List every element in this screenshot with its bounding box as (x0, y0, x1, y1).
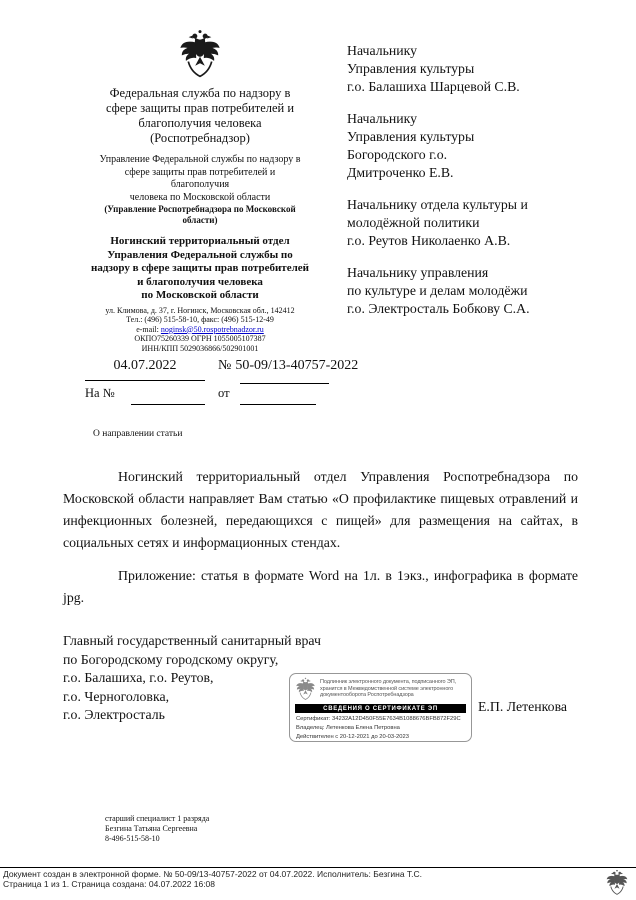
stamp-notice: Подлинник электронного документа, подписанного ЭП, хранится в Межведомственной системе электронного документооборота Роспотребнадзора (320, 679, 457, 699)
stamp-certificate-details (290, 715, 471, 741)
addressee-bogorodsky: Начальнику Управления культуры Богородского г.о. Дмитроченко Е.В. (347, 111, 475, 180)
executor-info: старший специалист 1 разряда Безгина Татьяна Сергеевна 8-496-515-58-10 (105, 814, 210, 843)
coat-of-arms-icon (178, 28, 222, 80)
email-line (60, 325, 340, 335)
number-sign: № (218, 358, 232, 373)
letter-date: 04.07.2022 (113, 358, 177, 373)
footer-page-info: Страница 1 из 1. Страница создана: 04.07.2022 16:08 (3, 878, 216, 889)
footer-coat-of-arms-icon (605, 869, 629, 896)
reply-to-label: На № (85, 386, 115, 400)
number-value: 50-09/13-40757-2022 (235, 358, 359, 373)
certificate-owner: Владелец: Летенкова Елена Петровна (296, 724, 400, 731)
stamp-header (290, 674, 471, 701)
footer-meta (3, 870, 422, 890)
okpo-ogrn: ОКПО75260339 ОГРН 1055005107387 (134, 334, 266, 344)
reply-number-fill-line (131, 404, 205, 405)
stamp-certificate-title: СВЕДЕНИЯ О СЕРТИФИКАТЕ ЭП (295, 704, 466, 714)
letter-body (63, 460, 578, 609)
footer-document-info: Документ создан в электронной форме. № 50-09/13-40757-2022 от 04.07.2022. Исполнитель: Безгина Т.С. (3, 869, 423, 879)
body-paragraph-attachment: Приложение: статья в формате Word на 1л. в 1экз., инфографика в формате jpg. (63, 568, 578, 605)
signer-position: Главный государственный санитарный врач по Богородскому городскому округу, г.о. Балашиха, г.о. Реутов, г.о. Черноголовка, г.о. Электросталь (63, 633, 321, 722)
addressee-list (347, 42, 633, 332)
email-label: e-mail: (136, 324, 161, 334)
addressee-reutov: Начальнику отдела культуры и молодёжной политики г.о. Реутов Николаенко А.В. (347, 197, 528, 248)
regional-department-name: Управление Федеральной службы по надзору в сфере защиты прав потребителей и благополучия человека по Московской области (99, 154, 301, 203)
stamp-coat-of-arms-icon (295, 677, 316, 701)
agency-name: Федеральная служба по надзору в сфере защиты прав потребителей и благополучия человека (Роспотребнадзор) (105, 86, 295, 145)
date-fill-line (85, 380, 205, 381)
certificate-validity: Действителен с 20-12-2021 до 20-03-2023 (296, 733, 409, 740)
addressee-balashikha: Начальнику Управления культуры г.о. Балашиха Шарцевой С.В. (347, 43, 520, 94)
number-fill-line (240, 383, 329, 384)
phone-fax: Тел.: (496) 515-58-10, факс: (496) 515-12-49 (126, 315, 274, 325)
certificate-number: Сертификат: 34232A12D450F55E7634B1088676BFB872F29C (296, 716, 461, 722)
footer-divider (0, 867, 636, 868)
subject-line: О направлении статьи (93, 429, 183, 439)
email-link[interactable]: noginsk@50.rospotrebnadzor.ru (160, 324, 264, 334)
territorial-office-name: Ногинский территориальный отдел Управления Федеральной службы по надзору в сфере защиты прав потребителей и благополучия человека по Московской области (91, 235, 309, 301)
reply-from-label: от (218, 386, 230, 400)
signer-name: Е.П. Летенкова (478, 699, 568, 714)
reference-block (0, 356, 636, 412)
postal-address: ул. Климова, д. 37, г. Ногинск, Московская обл., 142412 (105, 305, 295, 315)
digital-signature-stamp (289, 673, 472, 742)
letterhead (60, 28, 340, 353)
regional-department-short-name: (Управление Роспотребнадзора по Московской области) (104, 204, 296, 225)
addressee-elektrostal: Начальнику управления по культуре и делам молодёжи г.о. Электросталь Бобкову С.А. (347, 265, 530, 316)
inn-kpp: ИНН/КПП 5029036866/502901001 (141, 343, 259, 353)
letter-number (218, 358, 358, 374)
body-paragraph-main: Ногинский территориальный отдел Управления Роспотребнадзора по Московской области направляет Вам статью «О профилактике пищевых отравлений и инфекционных болезней, передающихся с пищей» для размещения на сайтах, в социальных сетях и информационных стендах. (63, 469, 578, 550)
sender-contacts (60, 306, 340, 354)
reply-date-fill-line (240, 404, 316, 405)
